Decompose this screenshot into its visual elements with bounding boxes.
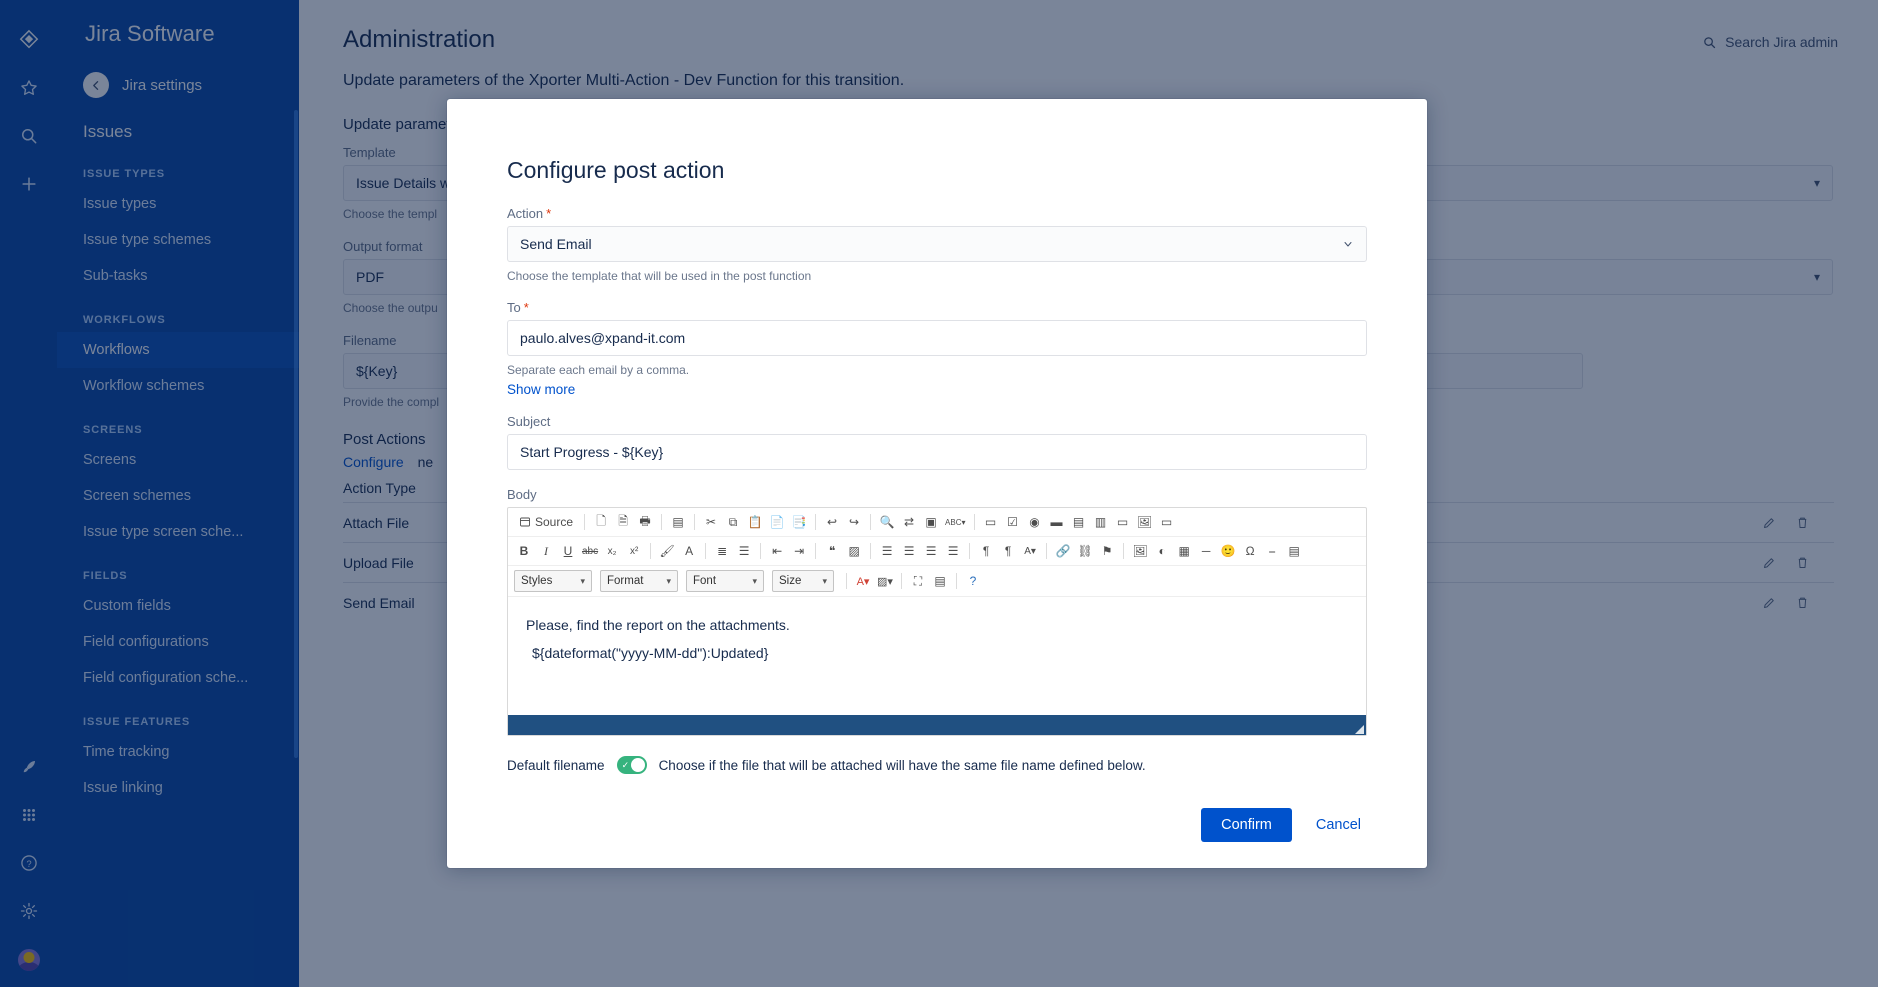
align-right-icon[interactable]: ☰: [925, 544, 937, 558]
ltr-icon[interactable]: ¶: [982, 544, 990, 558]
rtl-icon[interactable]: ¶: [1004, 544, 1012, 558]
print-icon[interactable]: 🖶: [639, 513, 651, 528]
align-center-icon[interactable]: ☰: [903, 544, 915, 558]
copy-icon[interactable]: ⧉: [728, 514, 738, 529]
select-field-icon[interactable]: ▥: [1094, 515, 1107, 529]
new-page-icon[interactable]: 🗋: [596, 513, 606, 528]
chevron-down-icon: [1342, 238, 1354, 250]
source-button-label: Source: [535, 515, 574, 529]
resize-grip-icon[interactable]: [1355, 725, 1364, 734]
blockquote-icon[interactable]: ❝: [828, 544, 836, 558]
subject-input[interactable]: [507, 434, 1367, 470]
paste-text-icon[interactable]: 📄: [769, 515, 785, 529]
toolbar-separator: [846, 573, 847, 589]
format-combo[interactable]: [600, 570, 678, 592]
button-icon[interactable]: ▭: [1116, 515, 1129, 529]
rich-text-editor: [507, 507, 1367, 736]
show-more-link[interactable]: Show more: [507, 382, 576, 397]
strike-icon[interactable]: abc: [582, 545, 599, 557]
iframe-icon[interactable]: ▤: [1288, 544, 1300, 558]
underline-icon[interactable]: U: [563, 544, 573, 558]
dialog-actions: [507, 808, 1367, 842]
body-label: Body: [507, 487, 537, 502]
about-help-icon[interactable]: ?: [969, 574, 977, 588]
format-combo-label: Format: [607, 575, 644, 587]
hidden-field-icon[interactable]: ▭: [1160, 515, 1173, 529]
subject-label: Subject: [507, 414, 551, 429]
indent-icon[interactable]: ⇥: [794, 544, 805, 558]
replace-icon[interactable]: ⇄: [904, 515, 915, 529]
toolbar-separator: [870, 543, 871, 559]
cut-icon[interactable]: ✂: [706, 515, 717, 529]
justify-icon[interactable]: ☰: [947, 544, 959, 558]
numbered-list-icon[interactable]: ≣: [717, 544, 728, 558]
show-blocks-icon[interactable]: ▤: [934, 574, 946, 588]
link-icon[interactable]: 🔗: [1055, 544, 1071, 558]
italic-icon[interactable]: I: [544, 543, 548, 558]
chevron-down-icon: ▾: [666, 575, 671, 586]
anchor-icon[interactable]: ⚑: [1101, 544, 1113, 558]
paste-word-icon[interactable]: 📑: [791, 515, 807, 529]
maximize-icon[interactable]: ⛶: [913, 573, 923, 588]
required-asterisk: *: [523, 300, 529, 315]
default-filename-description: Choose if the file that will be attached will have the same file name defined below.: [658, 757, 1146, 773]
unlink-icon[interactable]: ⛓: [1077, 544, 1093, 558]
align-left-icon[interactable]: ☰: [881, 544, 893, 558]
create-div-icon[interactable]: ▨: [848, 544, 860, 558]
remove-format-icon[interactable]: 🖌: [659, 544, 675, 558]
text-field-icon[interactable]: ▬: [1050, 515, 1063, 529]
default-filename-label: Default filename: [507, 757, 605, 773]
preview-icon[interactable]: 🗎: [618, 513, 628, 528]
image-button-icon[interactable]: 🖼: [1136, 515, 1153, 529]
editor-content-area[interactable]: [508, 597, 1366, 715]
undo-icon[interactable]: ↩: [827, 515, 838, 529]
radio-icon[interactable]: ◉: [1029, 515, 1040, 529]
horizontal-rule-icon[interactable]: ─: [1201, 544, 1211, 558]
toolbar-separator: [901, 573, 902, 589]
styles-combo-label: Styles: [521, 575, 553, 587]
toolbar-separator: [815, 543, 816, 559]
bulleted-list-icon[interactable]: ☰: [738, 544, 750, 558]
editor-line: Please, find the report on the attachments.: [526, 617, 790, 633]
flash-icon[interactable]: ◐: [1158, 544, 1166, 558]
to-label: [507, 300, 1367, 315]
toolbar-separator: [1046, 543, 1047, 559]
action-hint: Choose the template that will be used in the post function: [507, 269, 812, 283]
superscript-icon[interactable]: x²: [629, 545, 639, 557]
toolbar-separator: [694, 514, 695, 530]
configure-post-action-dialog: [447, 99, 1427, 868]
action-label: [507, 206, 1367, 221]
toolbar-separator: [870, 514, 871, 530]
action-label-text: Action: [507, 206, 544, 221]
action-value: Send Email: [520, 236, 592, 252]
language-icon[interactable]: A▾: [1024, 545, 1036, 557]
toolbar-separator: [705, 543, 706, 559]
image-icon[interactable]: 🖼: [1132, 544, 1148, 558]
size-combo-label: Size: [779, 575, 802, 587]
font-combo[interactable]: [686, 570, 764, 592]
paste-icon[interactable]: 📋: [747, 515, 763, 529]
editor-status-bar: [508, 715, 1366, 735]
to-value: paulo.alves@xpand-it.com: [520, 330, 686, 346]
size-combo[interactable]: [772, 570, 834, 592]
chevron-down-icon: ▾: [580, 575, 585, 586]
copy-formatting-icon[interactable]: A: [685, 544, 694, 558]
toolbar-separator: [815, 514, 816, 530]
subscript-icon[interactable]: x₂: [607, 545, 617, 557]
checkbox-icon[interactable]: ☑: [1007, 515, 1018, 529]
action-select[interactable]: [507, 226, 1367, 262]
to-label-text: To: [507, 300, 521, 315]
toggle-knob: [631, 758, 645, 772]
spellcheck-icon[interactable]: ABC▾: [945, 517, 966, 527]
editor-toolbar-row-1: [508, 508, 1366, 537]
chevron-down-icon: ▾: [822, 575, 827, 586]
textarea-icon[interactable]: ▤: [1072, 515, 1085, 529]
text-color-icon[interactable]: A▾: [856, 575, 870, 588]
outdent-icon[interactable]: ⇤: [772, 544, 783, 558]
find-icon[interactable]: 🔍: [879, 515, 895, 529]
subject-value: Start Progress - ${Key}: [520, 444, 664, 460]
smiley-icon[interactable]: 🙂: [1220, 544, 1236, 558]
table-icon[interactable]: ▦: [1178, 544, 1190, 558]
toolbar-separator: [974, 514, 975, 530]
dialog-title: Configure post action: [507, 157, 725, 183]
cancel-button[interactable]: Cancel: [1310, 816, 1367, 834]
confirm-button[interactable]: Confirm: [1201, 808, 1292, 842]
select-all-icon[interactable]: ▣: [925, 515, 937, 529]
editor-toolbar-row-2: [508, 537, 1366, 566]
templates-icon[interactable]: ▤: [672, 515, 684, 529]
to-hint: Separate each email by a comma.: [507, 363, 690, 377]
default-filename-toggle[interactable]: [617, 756, 647, 774]
toolbar-separator: [760, 543, 761, 559]
form-icon[interactable]: ▭: [984, 515, 997, 529]
default-filename-row: [507, 756, 1367, 774]
redo-icon[interactable]: ↪: [849, 515, 860, 529]
background-color-icon[interactable]: ▨▾: [877, 575, 893, 588]
toolbar-separator: [584, 514, 585, 530]
font-combo-label: Font: [693, 575, 717, 587]
toolbar-separator: [1123, 543, 1124, 559]
toolbar-separator: [650, 543, 651, 559]
source-button[interactable]: [514, 512, 578, 532]
special-char-icon[interactable]: Ω: [1245, 544, 1255, 558]
toolbar-separator: [956, 573, 957, 589]
styles-combo[interactable]: [514, 570, 592, 592]
chevron-down-icon: ▾: [752, 575, 757, 586]
editor-toolbar-row-3: [508, 566, 1366, 597]
editor-line: ${dateformat("yyyy-MM-dd"):Updated}: [532, 645, 769, 661]
toolbar-separator: [661, 514, 662, 530]
toolbar-separator: [969, 543, 970, 559]
check-icon: ✓: [621, 759, 630, 770]
to-input[interactable]: [507, 320, 1367, 356]
bold-icon[interactable]: B: [519, 544, 529, 558]
required-asterisk: *: [546, 206, 552, 221]
page-break-icon[interactable]: ⎯: [1269, 543, 1276, 558]
